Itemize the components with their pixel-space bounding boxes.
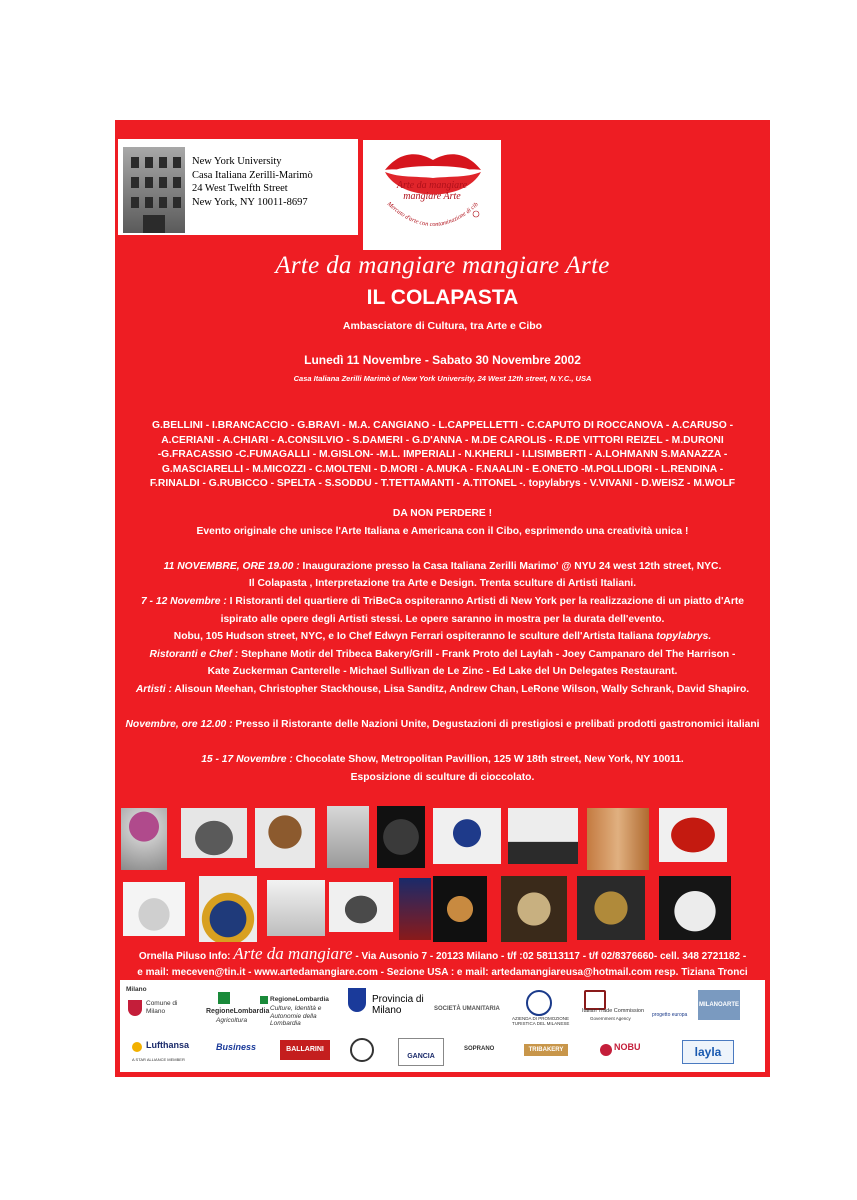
poster [115, 120, 770, 1077]
sculpture-photo [587, 808, 649, 870]
sculpture-photo [508, 808, 578, 864]
sculpture-photo [123, 882, 185, 936]
ice-logo-icon [584, 990, 606, 1010]
logo-arc-text [381, 202, 485, 242]
nobu-line: Nobu, 105 Hudson street, NYC, e Io Chef Edwyn Ferrari ospiteranno le sculture dell'Artista Italiana topylabrys. [173, 631, 712, 643]
artists-line: -G.FRACASSIO -C.FUMAGALLI - M.GISLON- -M.L. IMPERIALI - N.KHERLI - I.LISIMBERTI - A.LOHMANN S.MANAZZA - [157, 449, 728, 460]
sculpture-photo [577, 876, 645, 940]
artists-list [140, 419, 745, 492]
da-non-perdere: DA NON PERDERE ! [392, 508, 493, 519]
address-text: New York University Casa Italiana Zerilli-Marimò 24 West Twelfth Street New York, NY 10011-8697 [192, 156, 313, 208]
sponsor-nobu: NOBU [614, 1042, 641, 1052]
artists-line: G.MASCIARELLI - M.MICOZZI - C.MOLTENI - D.MORI - A.MUKA - F.NAALIN - E.ONETO -M.POLLIDORI - L.RENDINA - [161, 463, 724, 475]
sculpture-photo [659, 808, 727, 862]
sponsor-provincia: Provincia di Milano [372, 994, 424, 1016]
artists-line: F.RINALDI - G.RUBICCO - SPELTA - S.SODDU - T.TETTAMANTI - A.TITONEL -. topylabrys - V.VIVANI - D.WEISZ - M.WOLF [149, 478, 736, 489]
events-section [115, 505, 770, 787]
sculpture-photo [433, 808, 501, 864]
colapasta-line: Il Colapasta , Interpretazione tra Arte e Design. Trenta sculture di Artisti Italiani. [248, 578, 637, 590]
artists-line: A.CERIANI - A.CHIARI - A.CONSILVIO - S.DAMERI - G.D'ANNA - M.DE CAROLIS - R.DE VITTORI REIZEL - M.DURONI [161, 434, 724, 446]
chef-line: Ristoranti e Chef : Stephane Motir del Tribeca Bakery/Grill - Frank Proto del Laylah - Joey Campanaro del The Harrison - [149, 648, 736, 660]
sponsor-comune: Comune di Milano [146, 1000, 178, 1015]
event-nov7: 7 - 12 Novembre : I Ristoranti del quartiere di TriBeCa ospiteranno Artisti di New York per la realizzazione di un piatto d'Arte [140, 595, 745, 607]
arancia-logo-icon [350, 1038, 374, 1062]
sponsor-regione-culture-sub: Culture, Identità e Autonomie della Lombardia [270, 1005, 322, 1027]
sponsor-lufthansa: Lufthansa [146, 1040, 190, 1050]
contact-info [115, 946, 770, 981]
sponsor-regione-agricoltura: RegioneLombardia [206, 1008, 270, 1015]
chocolate-line-2: Esposizione di sculture di cioccolato. [350, 771, 535, 783]
sculpture-photo [267, 880, 325, 936]
sponsor-ballarini: BALLARINI [280, 1040, 330, 1060]
regione-cross-icon [260, 996, 268, 1004]
regione-cross-icon [218, 992, 230, 1004]
lufthansa-crane-icon [132, 1042, 142, 1052]
contact-line-1: Ornella Piluso Info: Arte da mangiare - Via Ausonio 7 - 20123 Milano - t/f :02 58113117 - t/f 02/8376660- cell. 348 2721182 - [138, 944, 747, 963]
sculpture-photo [501, 876, 567, 942]
page-title: IL COLAPASTA [366, 286, 519, 309]
sponsor-soprano: SOPRANO [464, 1046, 495, 1052]
contact-line-2: e mail: meceven@tin.it - www.artedamangiare.com - Sezione USA : e mail: artedamangiareusa@hotmail.com resp. Tiziana Tronci [137, 967, 748, 978]
sculpture-photo [377, 806, 425, 868]
logo [363, 140, 501, 250]
artisti-line: Artisti : Alisoun Meehan, Christopher Stackhouse, Lisa Sanditz, Andrew Chan, LeRone Wilson, Wally Schrank, David Shapiro. [135, 683, 750, 695]
sculpture-photo [329, 882, 393, 932]
provincia-crest-icon [348, 988, 366, 1012]
sculpture-photo [181, 808, 247, 858]
sponsor-progetto: progetto europa [652, 1012, 688, 1018]
logo-text: Arte da mangiare mangiare Arte [396, 180, 468, 202]
sculpture-photo [199, 876, 257, 942]
sponsor-gancia: GANCIA [398, 1038, 444, 1066]
sponsor-milanoarte: MILANOARTE [698, 990, 740, 1020]
sponsor-azienda: AZIENDA DI PROMOZIONE TURISTICA DEL MILANESE [512, 1016, 570, 1026]
ispirato-line: ispirato alle opere degli Artisti stessi. Le opere saranno in mostra per la durata dell'evento. [220, 613, 665, 625]
event-dates: Lunedì 11 Novembre - Sabato 30 Novembre 2002 [304, 353, 581, 367]
svg-text:Mercato d'arte con contaminazi: Mercato d'arte con contaminazione di cib [385, 202, 480, 229]
sculpture-photo [433, 876, 487, 942]
sponsor-business: Business [216, 1042, 257, 1052]
sponsor-regione-agricoltura-sub: Agricoltura [216, 1017, 248, 1024]
event-onu: Novembre, ore 12.00 : Presso il Ristorante delle Nazioni Unite, Degustazioni di prestigiosi e prelibati prodotti gastronomici italiani [125, 719, 760, 731]
sculpture-photo [399, 878, 431, 940]
apt-logo-icon [526, 990, 552, 1016]
artists-line: G.BELLINI - I.BRANCACCIO - G.BRAVI - M.A. CANGIANO - L.CAPPELLETTI - C.CAPUTO DI ROCCANOVA - A.CARUSO - [152, 420, 733, 431]
evento-line: Evento originale che unisce l'Arte Italiana e Americana con il Cibo, esprimendo una creatività unica ! [196, 525, 689, 537]
sponsor-layla: layla [682, 1040, 734, 1064]
sculpture-photo [327, 806, 369, 868]
sculpture-photos [115, 806, 770, 946]
sculpture-photo [255, 808, 315, 868]
event-nov11: 11 NOVEMBRE, ORE 19.00 : Inaugurazione presso la Casa Italiana Zerilli Marimo' @ NYU 24 west 12th street, NYC. [163, 560, 722, 572]
sponsor-umanitaria: SOCIETÀ UMANITARIA [434, 1006, 500, 1012]
event-chocolate: 15 - 17 Novembre : Chocolate Show, Metropolitan Pavillion, 125 W 18th street, New York, NY 10011. [201, 754, 684, 766]
address-box [118, 139, 358, 235]
sponsor-ice-sub: Government Agency [590, 1016, 631, 1021]
nobu-logo-icon [600, 1044, 612, 1056]
script-title: Arte da mangiare mangiare Arte [275, 252, 610, 279]
sculpture-photo [659, 876, 731, 940]
subtitle: Ambasciatore di Cultura, tra Arte e Cibo [342, 320, 543, 332]
coat-of-arms-icon [128, 1000, 142, 1016]
sponsor-ice: Italian Trade Commission [582, 1008, 645, 1014]
building-photo [123, 147, 185, 233]
sponsor-milano: Milano [126, 986, 147, 993]
sponsor-lufthansa-sub: A STAR ALLIANCE MEMBER [132, 1057, 185, 1062]
sculpture-photo [121, 808, 167, 870]
venue: Casa Italiana Zerilli Marimò of New York University, 24 West 12th street, N.Y.C., USA [293, 374, 592, 383]
sponsor-tribakery: TRIBAKERY [524, 1044, 568, 1056]
sponsor-logos [120, 980, 765, 1072]
chef-line-2: Kate Zuckerman Canterelle - Michael Sullivan de Le Zinc - Ed Lake del Un Delegates Restaurant. [207, 666, 678, 678]
sponsor-regione-culture: RegioneLombardia [270, 996, 329, 1003]
